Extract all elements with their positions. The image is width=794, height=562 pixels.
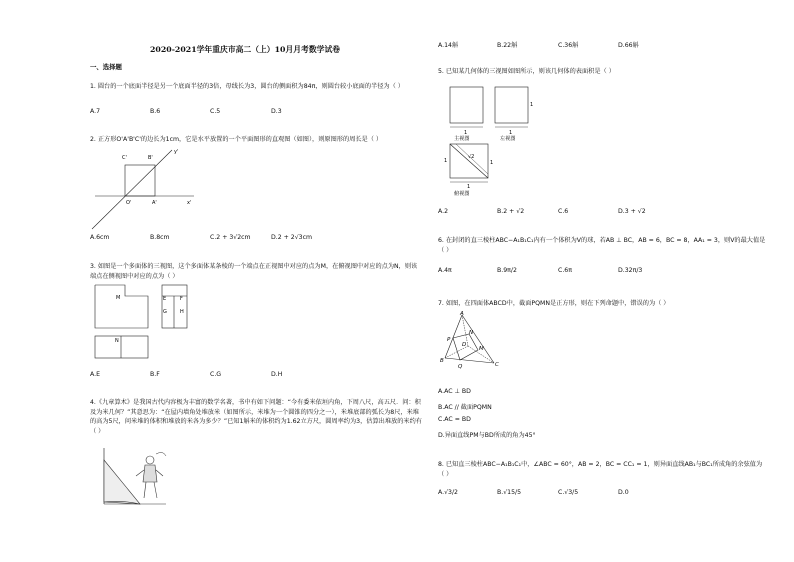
q1-option-b: B.6 [150, 108, 161, 115]
q4-option-b: B.22斛 [497, 42, 518, 49]
q8-option-c: C.√3/5 [558, 489, 579, 496]
q5-option-a: A.2 [438, 208, 449, 215]
q5-label-side-height: 1 [530, 102, 534, 108]
q4-option-c: C.36斛 [558, 42, 579, 49]
q3-option-a: A.E [90, 371, 101, 378]
question-6-text: 6. 在封闭的直三棱柱ABC−A₁B₁C₁内有一个体积为V的球，若AB ⊥ BC，AB = 6，BC = 8，AA₁ = 3，则V的最大值是（ ） [438, 237, 766, 254]
q5-label-side-width: 1 [509, 130, 513, 136]
q6-option-a: A.4π [438, 267, 452, 274]
q4-option-d: D.66斛 [618, 42, 639, 49]
q2-option-d: D.2 + 2√3cm [271, 234, 313, 241]
q5-label-front-width: 1 [464, 130, 468, 136]
q7-label-c: C [495, 362, 499, 368]
q3-label-n: N [115, 338, 119, 344]
q6-option-b: B.9π/2 [497, 267, 517, 274]
q7-label-m: M [479, 346, 484, 352]
question-4-text: 4.《九章算术》是我国古代内容极为丰富的数学名著，书中有如下问题：“今有委米依垣内角，下周八尺，高五尺．问：积及为米几何？”其意思为：“在屋内墙角处堆放米（如图所示，米堆为一个圆锥的四分之一），米堆底部的弧长为8尺，米堆的高为5尺，问米堆的体积和堆放的米各为多少？”已知1斛米的体积约为1.62立方尺，圆周率约为3，估算出堆放的米约有（ ） [90, 399, 422, 435]
q4-rice-pile-illustration [100, 448, 170, 508]
q7-label-n: N [469, 330, 474, 336]
q5-top-view-name: 俯视图 [454, 191, 470, 197]
q5-option-d: D.3 + √2 [618, 208, 646, 215]
q7-tetrahedron-figure [440, 312, 508, 374]
q1-option-a: A.7 [90, 108, 101, 115]
q3-label-e: E [163, 296, 167, 302]
q7-option-d: D.异面直线PM与BD所成的角为45° [438, 432, 536, 439]
q2-option-a: A.6cm [90, 234, 110, 241]
q5-label-diagonal: √2 [468, 154, 475, 160]
section-heading: 一、选择题 [90, 63, 122, 71]
question-7-text: 7. 如图，在四面体ABCD中，截面PQMN是正方形，则在下列命题中，错误的为（ ） [438, 300, 670, 307]
q7-label-p: P [447, 337, 451, 343]
q6-option-c: C.6π [558, 267, 572, 274]
q4-option-a: A.14斛 [438, 42, 459, 49]
q2-label-c: C' [122, 155, 127, 161]
q3-label-h: H [180, 309, 184, 315]
q5-side-view-name: 左视图 [500, 136, 516, 142]
q3-option-b: B.F [150, 371, 160, 378]
q5-label-top-right: 1 [490, 160, 494, 166]
q5-front-view-name: 主视图 [454, 136, 470, 142]
q2-label-y: y' [174, 149, 179, 155]
question-1-text: 1. 圆台的一个底面半径是另一个底面半径的3倍，母线长为3，圆台的侧面积为84π，则圆台较小底面的半径为（ ） [90, 83, 404, 90]
q5-three-views-figure [444, 82, 540, 197]
q3-label-g: G [163, 309, 167, 315]
q7-label-d: D [462, 342, 467, 348]
q5-label-top-width: 1 [467, 184, 471, 190]
q8-option-b: B.√15/5 [497, 489, 522, 496]
q7-label-b: B [440, 358, 444, 364]
q8-option-a: A.√3/2 [438, 489, 458, 496]
q3-label-f: F [180, 296, 183, 302]
q7-option-b: B.AC // 截面PQMN [438, 404, 492, 411]
q2-label-x: x' [187, 200, 192, 206]
q2-oblique-figure [90, 145, 200, 235]
q3-option-d: D.H [271, 371, 283, 378]
page-title: 2020-2021学年重庆市高二（上）10月月考数学试卷 [150, 45, 341, 54]
q3-three-views-figure [95, 285, 195, 360]
q2-label-b: B' [148, 155, 153, 161]
q2-label-a: A' [152, 200, 157, 206]
q1-option-c: C.5 [210, 108, 221, 115]
q7-label-q: Q [458, 364, 463, 370]
q1-option-d: D.3 [271, 108, 282, 115]
q7-label-a: A [460, 311, 464, 317]
question-8-text: 8. 已知直三棱柱ABC−A₁B₁C₁中，∠ABC = 60°，AB = 2，BC = CC₁ = 1，则异面直线AB₁与BC₁所成角的余弦值为（ ） [438, 461, 763, 478]
q5-option-b: B.2 + √2 [497, 208, 525, 215]
q3-label-m: M [116, 295, 121, 301]
q6-option-d: D.32π/3 [618, 267, 643, 274]
q7-option-c: C.AC = BD [438, 416, 471, 423]
question-5-text: 5. 已知某几何体的三视图如图所示，则该几何体的表面积是（ ） [438, 68, 615, 75]
q5-label-top-height: 1 [444, 158, 448, 164]
question-3-text: 3. 如图是一个多面体的三视图，这个多面体某条棱的一个端点在正视图中对应的点为M，在俯视图中对应的点为N，则该端点在侧视图中对应的点为（ ） [90, 263, 418, 280]
q8-option-d: D.0 [618, 489, 629, 496]
q2-option-c: C.2 + 3√2cm [210, 234, 251, 241]
q2-option-b: B.8cm [150, 234, 170, 241]
q5-option-c: C.6 [558, 208, 569, 215]
q3-option-c: C.G [210, 371, 222, 378]
q2-label-o: O' [126, 200, 132, 206]
q7-option-a: A.AC ⊥ BD [438, 388, 471, 395]
question-2-text: 2. 正方形O'A'B'C'的边长为1cm，它是水平放置的一个平面图形的直观图（如图），则原图形的周长是（ ） [90, 136, 383, 143]
